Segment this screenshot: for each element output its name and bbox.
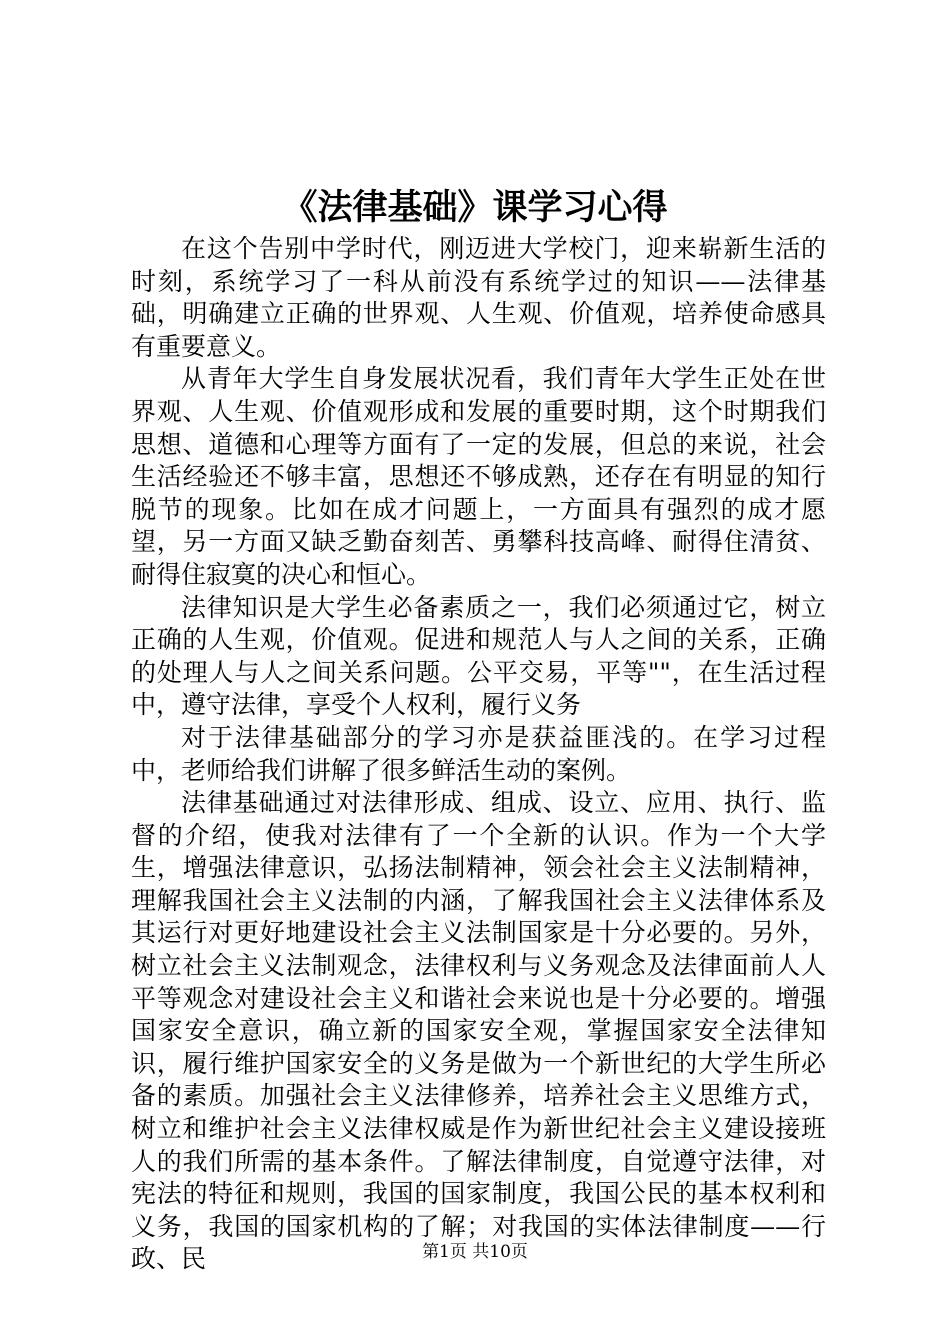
paragraph: 法律知识是大学生必备素质之一，我们必须通过它，树立正确的人生观，价值观。促进和规范人与人之间的关系，正确的处理人与人之间关系问题。公平交易，平等""，在生活过程中，遵守法律，享受个人权利，履行义务 <box>131 592 826 720</box>
paragraph: 从青年大学生自身发展状况看，我们青年大学生正处在世界观、人生观、价值观形成和发展的重要时期，这个时期我们思想、道德和心理等方面有了一定的发展，但总的来说，社会生活经验还不够丰富，思想还不够成熟，还存在有明显的知行脱节的现象。比如在成才问题上，一方面具有强烈的成才愿望，另一方面又缺乏勤奋刻苦、勇攀科技高峰、耐得住清贫、耐得住寂寞的决心和恒心。 <box>131 364 826 589</box>
page-number-footer: 第1页 共10页 <box>422 1242 528 1262</box>
paragraph: 对于法律基础部分的学习亦是获益匪浅的。在学习过程中，老师给我们讲解了很多鲜活生动的案例。 <box>131 722 826 785</box>
document-title: 《法律基础》课学习心得 <box>282 187 668 228</box>
paragraph: 在这个告别中学时代，刚迈进大学校门，迎来崭新生活的时刻，系统学习了一科从前没有系统学过的知识——法律基础，明确建立正确的世界观、人生观、价值观，培养使命感具有重要意义。 <box>131 234 826 361</box>
paragraph: 法律基础通过对法律形成、组成、设立、应用、执行、监督的介绍，使我对法律有了一个全新的认识。作为一个大学生，增强法律意识，弘扬法制精神，领会社会主义法制精神，理解我国社会主义法制的内涵，了解我国社会主义法律体系及其运行对更好地建设社会主义法制国家是十分必要的。另外，树立社会主义法制观念，法律权利与义务观念及法律面前人人平等观念对建设社会主义和谐社会来说也是十分必要的。增强国家安全意识，确立新的国家安全观，掌握国家安全法律知识，履行维护国家安全的义务是做为一个新世纪的大学生所必备的素质。加强社会主义法律修养，培养社会主义思维方式，树立和维护社会主义法律权威是作为新世纪社会主义建设接班人的我们所需的基本条件。了解法律制度，自觉遵守法律，对宪法的特征和规则，我国的国家制度，我国公民的基本权利和义务，我国的国家机构的了解；对我国的实体法律制度——行政、民 <box>131 788 826 1274</box>
document-body <box>131 233 826 1276</box>
